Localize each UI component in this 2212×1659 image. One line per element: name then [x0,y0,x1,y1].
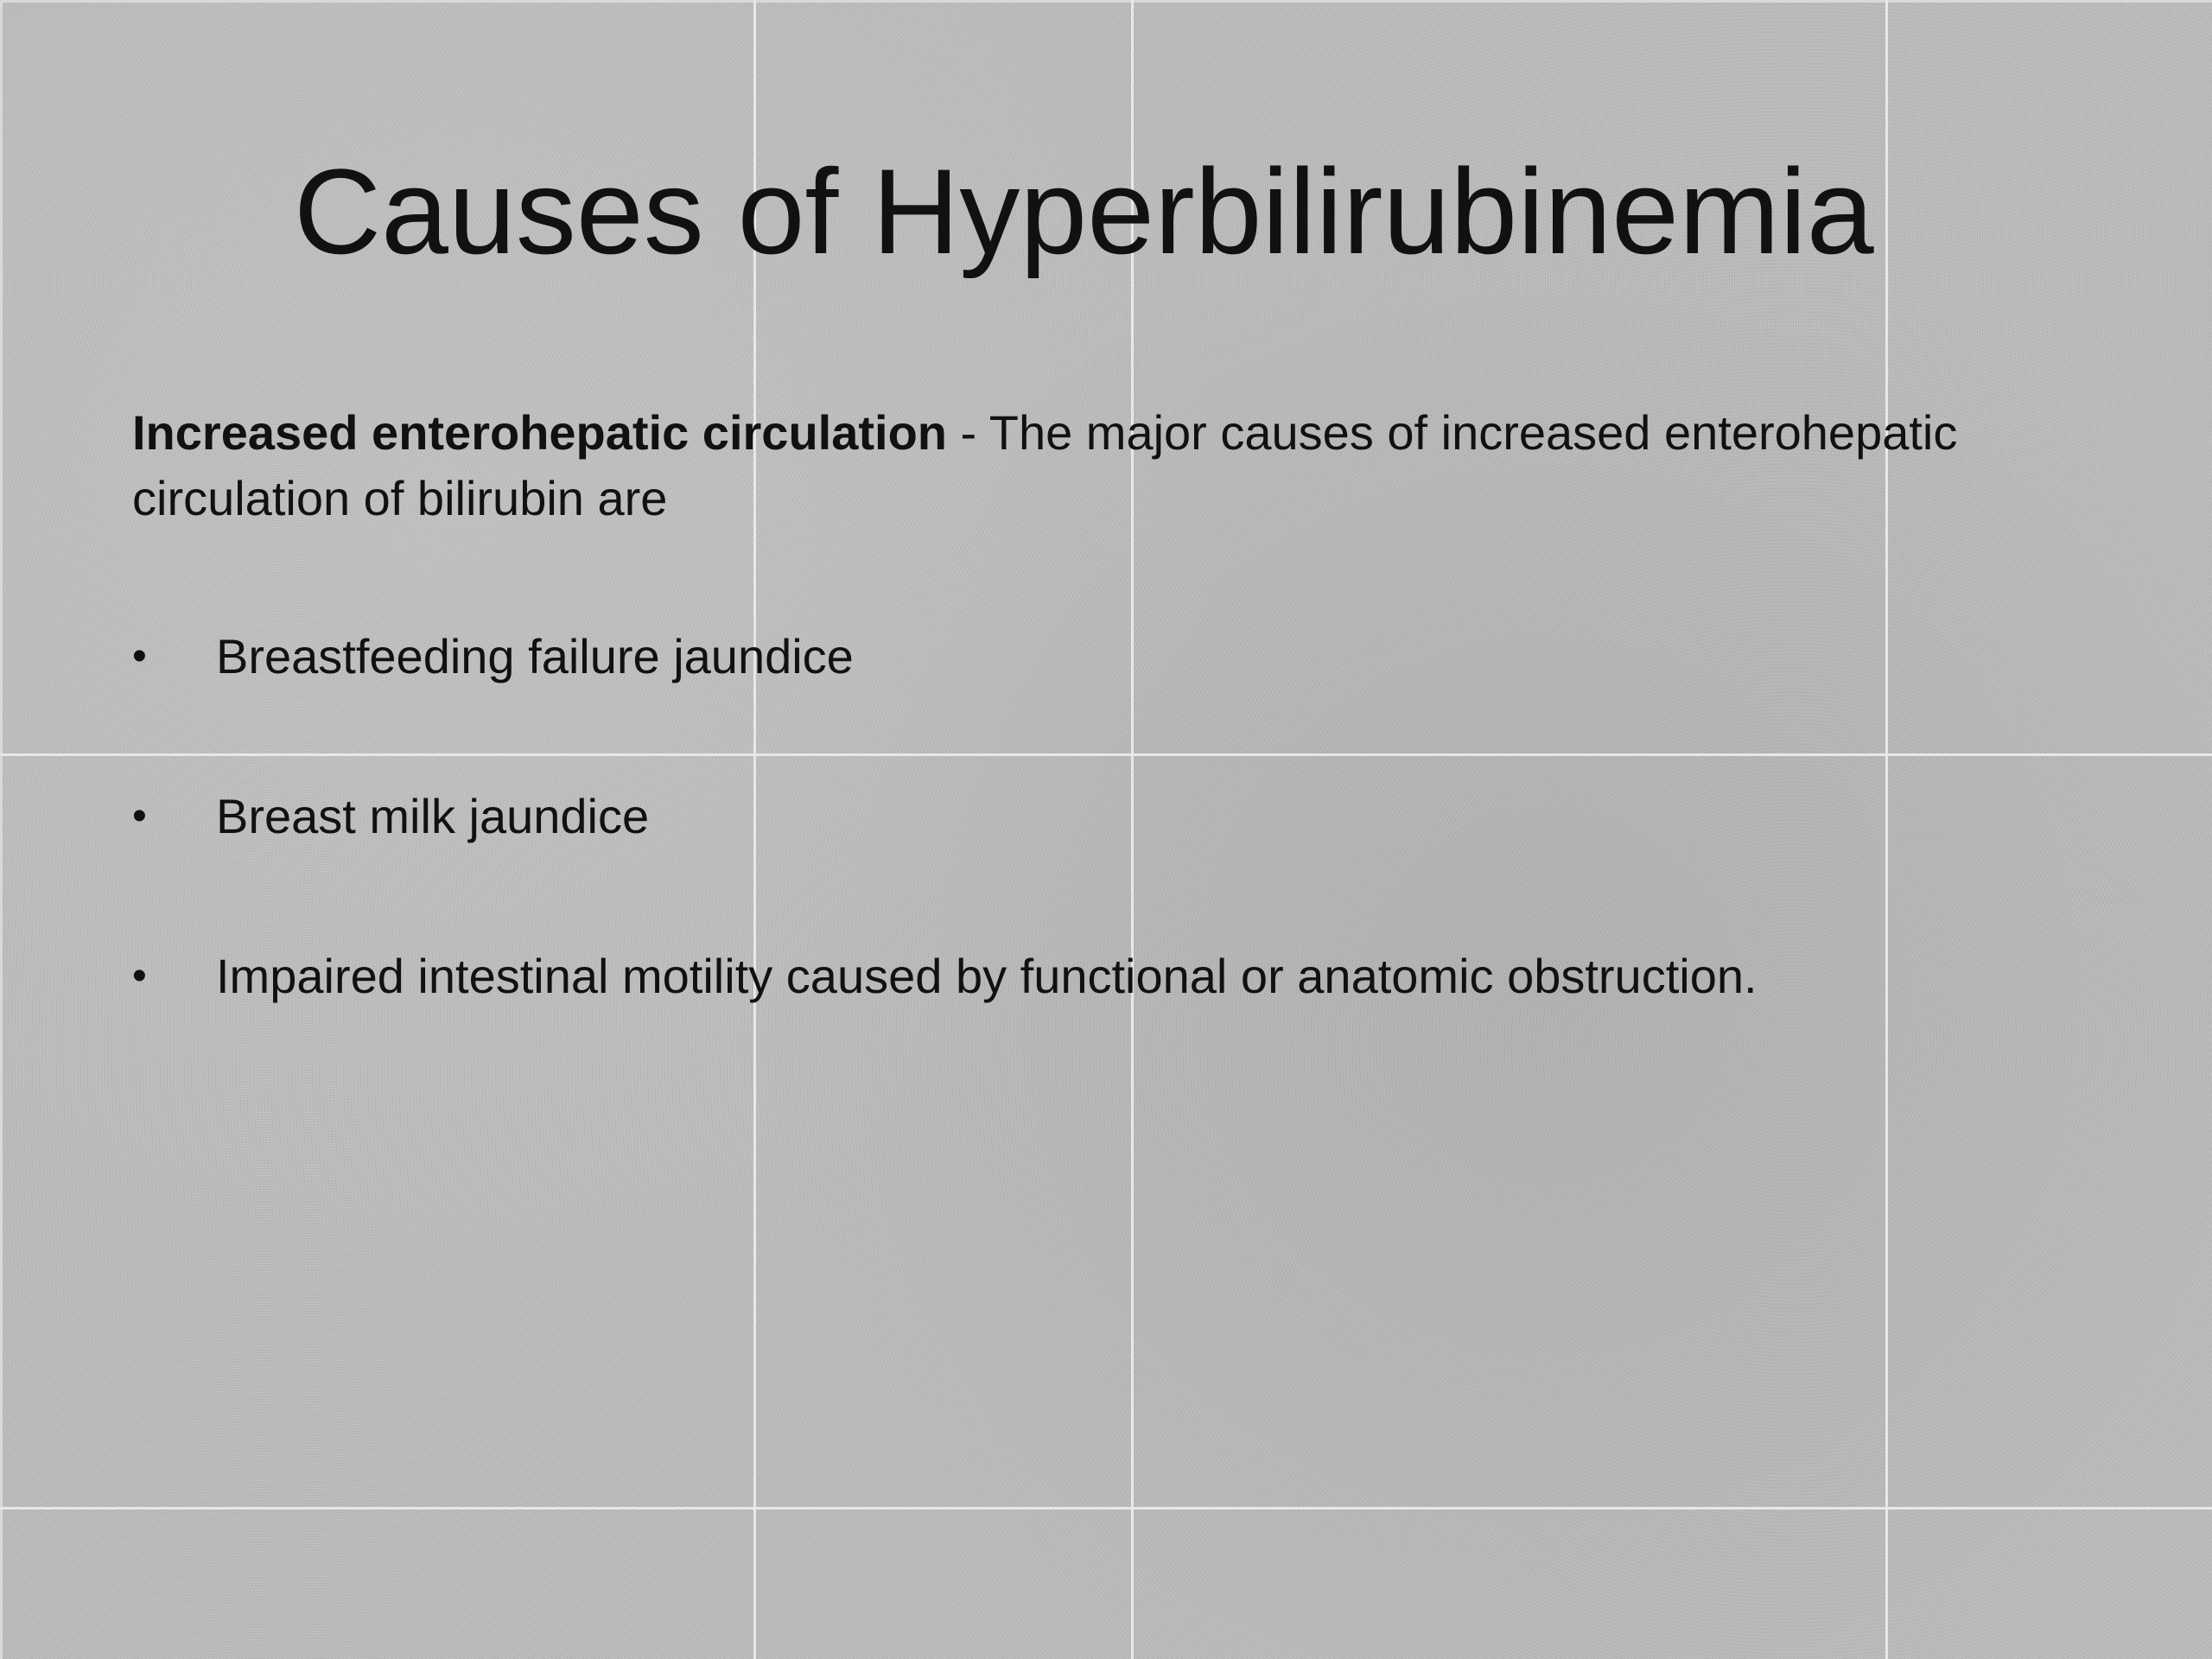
grid-line [0,1507,2212,1510]
intro-paragraph [132,400,2085,531]
grid-line [0,753,2212,756]
bullet-text: Impaired intestinal motility caused by functional or anatomic obstruction. [216,949,1758,1003]
bullet-icon: • [132,633,147,679]
slide-title: Causes of Hyperbilirubinemia [294,143,1874,279]
intro-text: - The major causes of increased enterohepatic circulation of bilirubin are [132,405,1958,525]
bullet-text: Breast milk jaundice [216,789,650,843]
bullet-text: Breastfeeding failure jaundice [216,629,854,683]
bullet-icon: • [132,793,147,839]
slide-edge-left [0,0,3,1659]
bullet-icon: • [132,953,147,999]
slide-edge-top [0,0,2212,3]
intro-bold-term: Increased enterohepatic circulation [132,405,947,460]
